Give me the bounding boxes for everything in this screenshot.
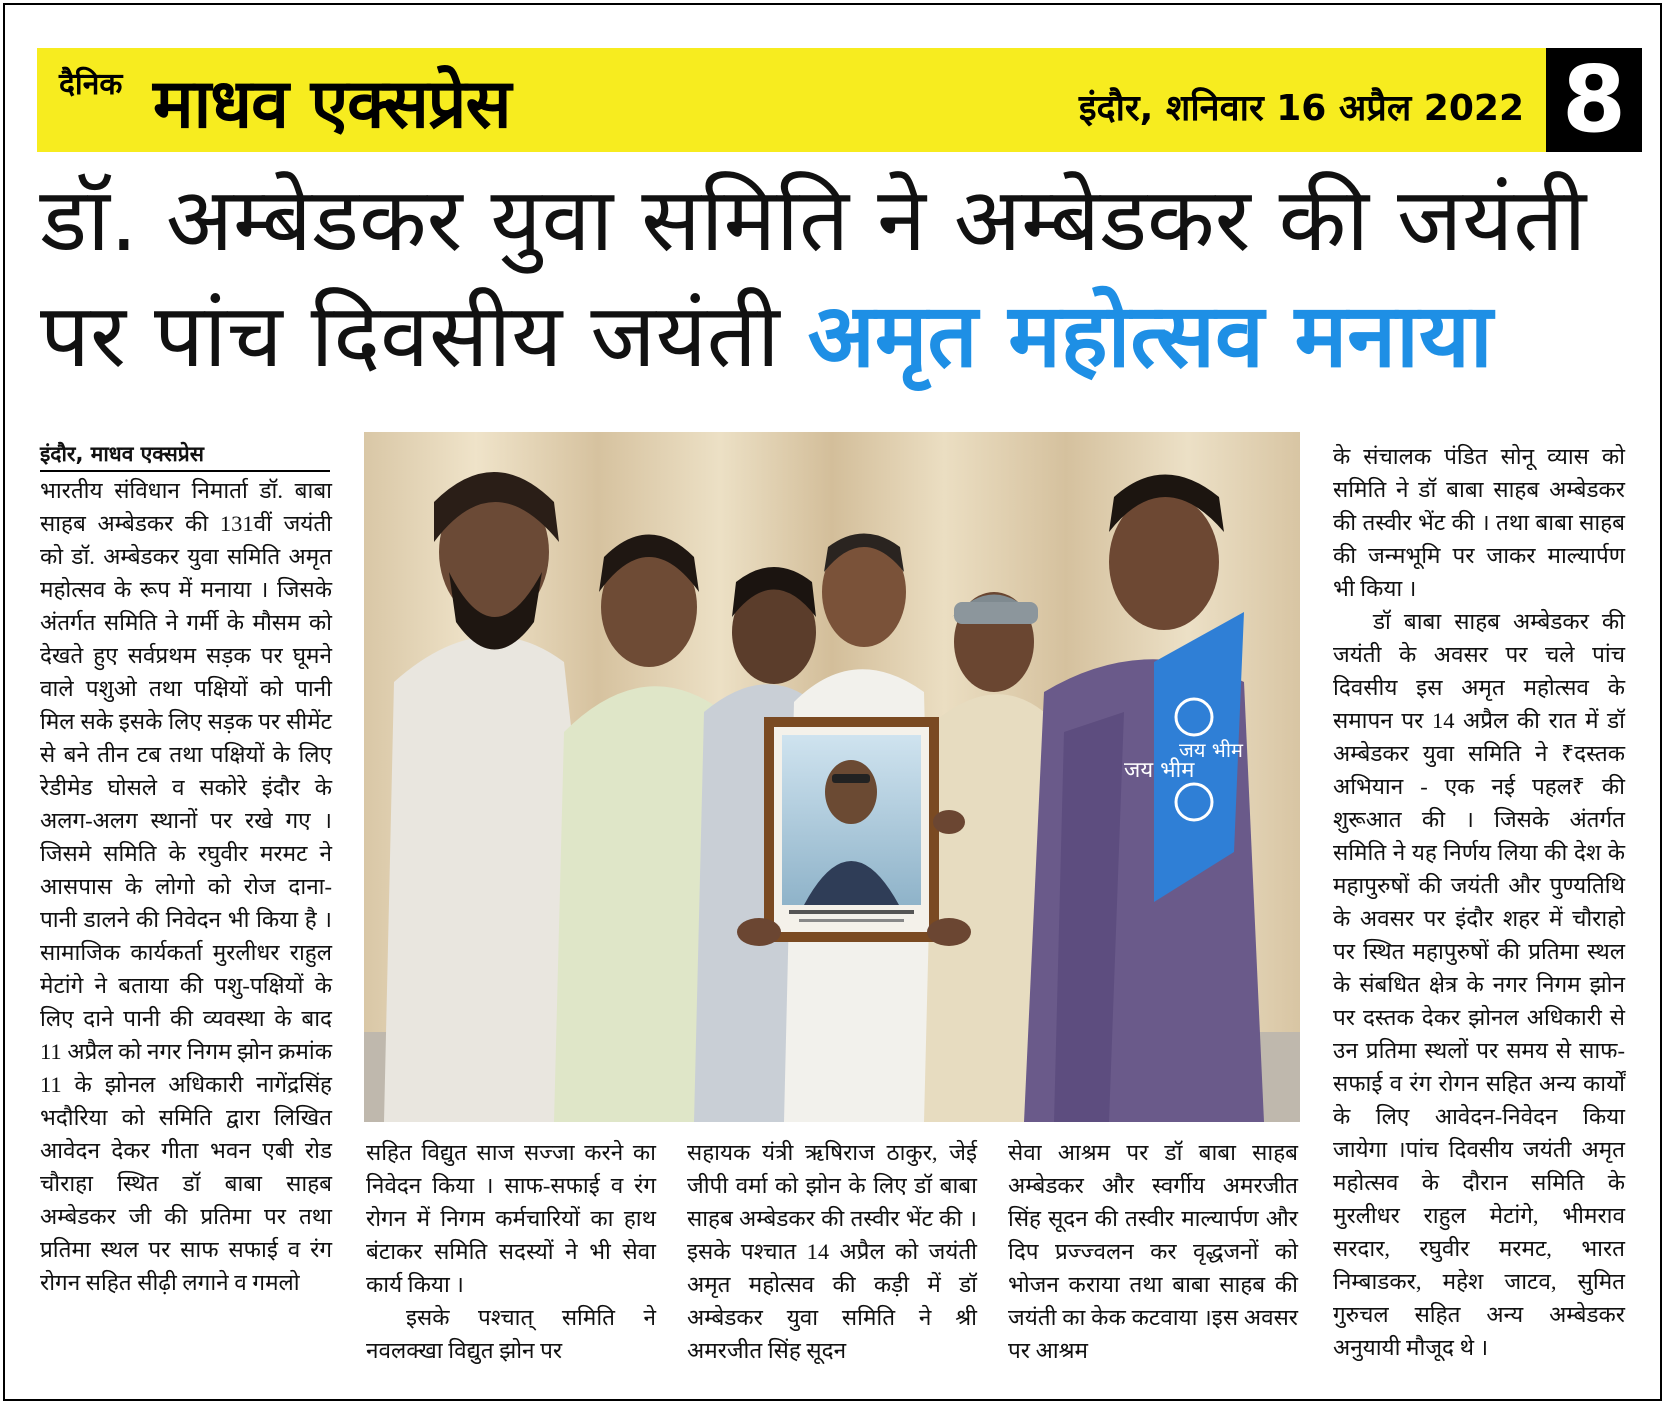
- article-column-1: [40, 474, 332, 1394]
- page-number: 8: [1546, 48, 1642, 152]
- masthead: [37, 48, 1642, 152]
- article-paragraph: सेवा आश्रम पर डॉ बाबा साहब अम्बेडकर और स्वर्गीय अमरजीत सिंह सूदन की तस्वीर माल्यार्पण और दिप प्रज्ज्वलन कर वृद्धजनों को भोजन कराया तथा बाबा साहब की जयंती का केक कटवाया ।इस अवसर पर आश्रम: [1008, 1140, 1298, 1363]
- article-paragraph: इसके पश्चात् समिति ने नवलक्खा विद्युत झोन पर: [366, 1305, 656, 1363]
- article-column-3: [687, 1136, 977, 1398]
- article-paragraph: के संचालक पंडित सोनू व्यास को समिति ने डॉ बाबा साहब अम्बेडकर की तस्वीर भेंट की । तथा बाबा साहब की जन्मभूमि पर जाकर माल्यार्पण भी किया ।: [1333, 444, 1625, 601]
- dateline: इंदौर, शनिवार 16 अप्रैल 2022: [1078, 88, 1524, 129]
- byline: इंदौर, माधव एक्सप्रेस: [40, 440, 330, 472]
- headline-highlight: अमृत महोत्सव मनाया: [807, 284, 1493, 387]
- stole-text-1: जय भीम: [1179, 738, 1243, 762]
- article-column-2: [366, 1136, 656, 1398]
- article-column-4: [1008, 1136, 1298, 1398]
- article-paragraph: सहायक यंत्री ऋषिराज ठाकुर, जेई जीपी वर्मा को झोन के लिए डॉ बाबा साहब अम्बेडकर की तस्वीर भेंट की ।इसके पश्चात 14 अप्रैल को जयंती अमृत महोत्सव की कड़ी में डॉ अम्बेडकर युवा समिति ने श्री अमरजीत सिंह सूदन: [687, 1140, 977, 1363]
- masthead-prefix: दैनिक: [59, 67, 123, 102]
- newspaper-name: माधव एक्सप्रेस: [153, 65, 511, 144]
- article-paragraph: भारतीय संविधान निमार्ता डॉ. बाबा साहब अम्बेडकर की 131वीं जयंती को डॉ. अम्बेडकर युवा समिति अमृत महोत्सव के रूप में मनाया । जिसके अंतर्गत समिति ने गर्मी के मौसम को देखते हुए सर्वप्रथम सड़क पर घूमने वाले पशुओ तथा पक्षियों को पानी मिल सके इसके लिए सड़क पर सीमेंट से बने तीन टब तथा पक्षियों के लिए रेडीमेड घोसले व सकोरे इंदौर के अलग-अलग स्थानों पर रखे गए ।जिसमे समिति के रघुवीर मरमट ने आसपास के लोगो को रोज दाना-पानी डालने की निवेदन भी किया है ।सामाजिक कार्यकर्ता मुरलीधर राहुल मेटांगे ने बताया की पशु-पक्षियों के लिए दाने पानी की व्यवस्था के बाद 11 अप्रैल को नगर निगम झोन क्रमांक 11 के झोनल अधिकारी नागेंद्रसिंह भदौरिया को समिति द्वारा लिखित आवेदन देकर गीता भवन एबी रोड चौराहा स्थित डॉ बाबा साहब अम्बेडकर जी की प्रतिमा पर तथा प्रतिमा स्थल पर साफ सफाई व रंग रोगन सहित सीढ़ी लगाने व गमलो: [40, 478, 332, 1295]
- article-paragraph: डॉ बाबा साहब अम्बेडकर की जयंती के अवसर पर चले पांच दिवसीय इस अमृत महोत्सव के समापन पर 14 अप्रैल की रात में डॉ अम्बेडकर युवा समिति ने ₹दस्तक अभियान - एक नई पहल₹ की शुरूआत की । जिसके अंतर्गत समिति ने यह निर्णय लिया की देश के महापुरुषों की जयंती और पुण्यतिथि के अवसर पर इंदौर शहर में चौराहो पर स्थित महापुरुषों की प्रतिमा स्थल के संबधित क्षेत्र के नगर निगम झोन पर दस्तक देकर झोनल अधिकारी से उन प्रतिमा स्थलों पर समय से साफ-सफाई व रंग रोगन सहित अन्य कार्यों के लिए आवेदन-निवेदन किया जायेगा ।पांच दिवसीय जयंती अमृत महोत्सव के दौरान समिति के मुरलीधर राहुल मेटांगे, भीमराव सरदार, रघुवीर मरमट, भारत निम्बाडकर, महेश जाटव, सुमित गुरुचल सहित अन्य अम्बेडकर अनुयायी मौजूद थे ।: [1333, 609, 1625, 1360]
- headline-main: डॉ. अम्बेडकर युवा समिति ने अम्बेडकर की जयंती पर पांच दिवसीय जयंती: [40, 168, 1587, 387]
- news-photo: [364, 432, 1300, 1122]
- article-paragraph: सहित विद्युत साज सज्जा करने का निवेदन किया । साफ-सफाई व रंग रोगन में निगम कर्मचारियों का हाथ बंटाकर समिति सदस्यों ने भी सेवा कार्य किया ।: [366, 1140, 656, 1297]
- article-column-5: [1333, 440, 1625, 1398]
- stole-text-2: जय भीम: [1124, 758, 1195, 783]
- framed-portrait: [764, 717, 939, 942]
- headline: [40, 162, 1630, 394]
